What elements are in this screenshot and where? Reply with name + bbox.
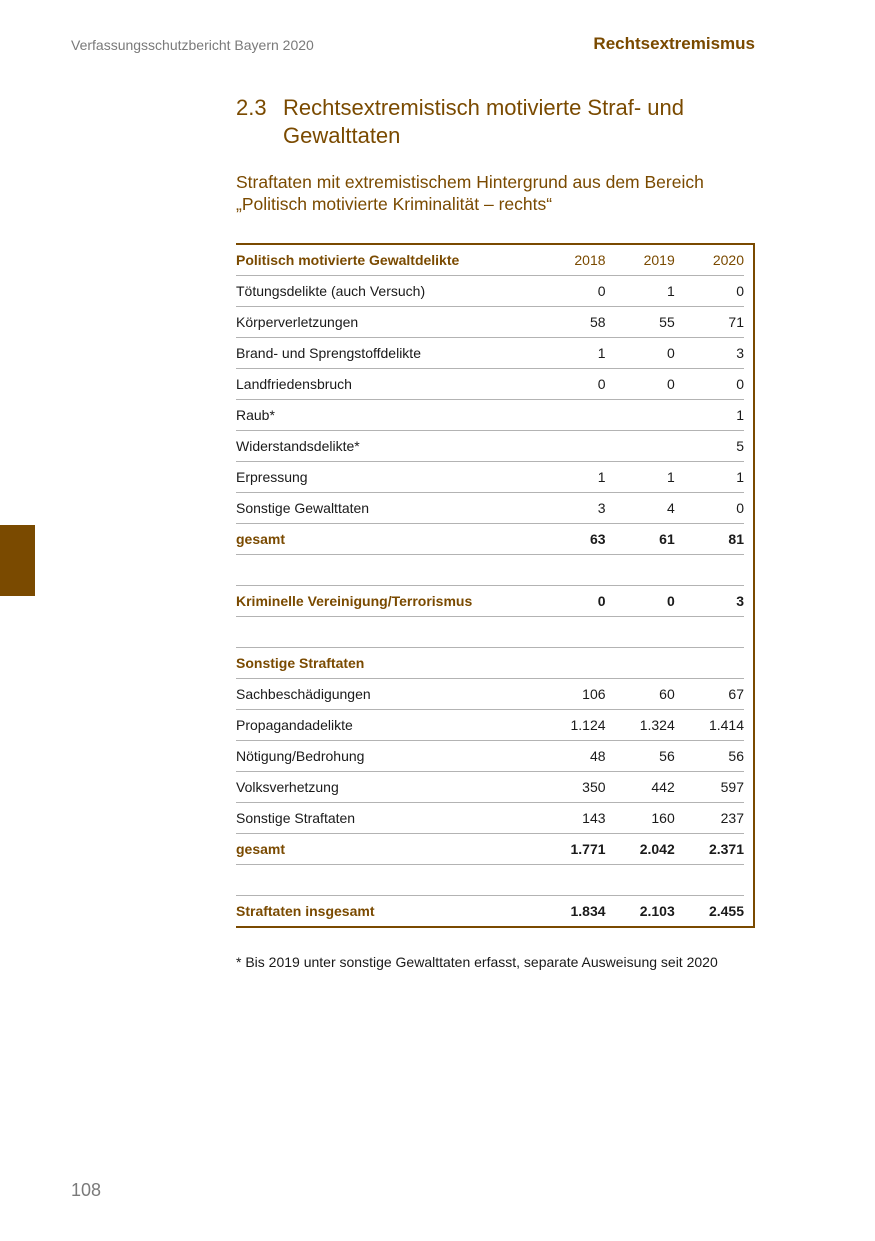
cell-value: 56: [675, 741, 744, 772]
row-label: Raub*: [236, 400, 541, 431]
spacer-row: [236, 617, 744, 648]
cell-value: 350: [541, 772, 605, 803]
chapter-side-tab: [0, 525, 35, 596]
statistics-table: [236, 243, 755, 928]
row-label: Nötigung/Bedrohung: [236, 741, 541, 772]
other-offences-header-row: [236, 648, 744, 679]
cell-value: 143: [541, 803, 605, 834]
cell-value: 56: [606, 741, 675, 772]
cell-value: 160: [606, 803, 675, 834]
row-label: Körperverletzungen: [236, 307, 541, 338]
header-year: 2018: [541, 245, 605, 276]
row-label: Landfriedensbruch: [236, 369, 541, 400]
cell-value: 0: [675, 369, 744, 400]
cell-value: 81: [675, 524, 744, 555]
cell-value: [541, 431, 605, 462]
cell-value: 2.103: [639, 903, 675, 919]
cell-value: 4: [606, 493, 675, 524]
table-row: [236, 276, 744, 307]
cell-value: 2.371: [675, 834, 744, 865]
row-label: Sonstige Gewalttaten: [236, 493, 541, 524]
cell-value: 0: [675, 493, 744, 524]
table-row: [236, 710, 744, 741]
cell-value: 1: [675, 462, 744, 493]
table-header-row: [236, 245, 744, 276]
header-label: Politisch motivierte Gewaltdelikte: [236, 245, 541, 276]
cell-value: 442: [606, 772, 675, 803]
cell-value: 0: [675, 276, 744, 307]
cell-value: 67: [675, 679, 744, 710]
group-label: Sonstige Straftaten: [236, 648, 541, 679]
cell-value: [606, 431, 675, 462]
cell-value: 3: [541, 493, 605, 524]
spacer-row: [236, 865, 744, 896]
cell-value: 0: [541, 276, 605, 307]
cell-value: 1.771: [541, 834, 605, 865]
section-heading: [236, 94, 776, 150]
table-row: [236, 338, 744, 369]
cell-value: 61: [606, 524, 675, 555]
table-row: [236, 741, 744, 772]
cell-value: 1.124: [541, 710, 605, 741]
running-header-publication: Verfassungsschutzbericht Bayern 2020: [71, 37, 314, 53]
row-label: Brand- und Sprengstoffdelikte: [236, 338, 541, 369]
other-total-row: [236, 834, 744, 865]
cell-value: 2.455: [708, 903, 744, 919]
table-row: [236, 369, 744, 400]
running-header-chapter: Rechtsextremismus: [593, 34, 755, 53]
row-label: Propagandadelikte: [236, 710, 541, 741]
row-label: Erpressung: [236, 462, 541, 493]
table-row: [236, 772, 744, 803]
criminal-org-row: [236, 586, 744, 617]
cell-value: 106: [541, 679, 605, 710]
cell-value: 1: [541, 462, 605, 493]
grand-total-row: [236, 896, 744, 927]
page-number: 108: [71, 1180, 102, 1200]
row-label: Kriminelle Vereinigung/Terrorismus: [236, 586, 541, 617]
row-label: gesamt: [236, 524, 541, 555]
section-number: 2.3: [236, 95, 267, 120]
cell-value: 1.414: [675, 710, 744, 741]
row-label: Tötungsdelikte (auch Versuch): [236, 276, 541, 307]
cell-value: 0: [541, 369, 605, 400]
cell-value: 1: [606, 462, 675, 493]
cell-value: 1.324: [606, 710, 675, 741]
row-label: gesamt: [236, 834, 541, 865]
cell-value: 3: [675, 586, 744, 617]
cell-value: 58: [541, 307, 605, 338]
footnote: * Bis 2019 unter sonstige Gewalttaten erfasst, separate Ausweisung seit 2020: [236, 954, 718, 970]
cell-value: 55: [606, 307, 675, 338]
row-label: Widerstandsdelikte*: [236, 431, 541, 462]
section-title: Rechtsextremistisch motivierte Straf- und Gewalttaten: [283, 95, 685, 148]
cell-value: 0: [606, 586, 675, 617]
cell-value: 48: [541, 741, 605, 772]
table-row: [236, 307, 744, 338]
cell-value: 5: [675, 431, 744, 462]
cell-value: 0: [606, 338, 675, 369]
row-label: Sonstige Straftaten: [236, 803, 541, 834]
cell-value: 63: [541, 524, 605, 555]
row-label: Straftaten insgesamt: [236, 903, 375, 919]
cell-value: 1.834: [570, 903, 606, 919]
cell-value: 1: [675, 400, 744, 431]
cell-value: 3: [675, 338, 744, 369]
cell-value: 1: [606, 276, 675, 307]
cell-value: 1: [541, 338, 605, 369]
cell-value: 71: [675, 307, 744, 338]
cell-value: 2.042: [606, 834, 675, 865]
table-row: [236, 493, 744, 524]
cell-value: [606, 400, 675, 431]
cell-value: 0: [606, 369, 675, 400]
header-year: 2019: [606, 245, 675, 276]
table-caption: Straftaten mit extremistischem Hintergrund aus dem Bereich „Politisch motivierte Kriminalität – rechts“: [236, 172, 704, 214]
cell-value: 237: [675, 803, 744, 834]
table-row: [236, 400, 744, 431]
violent-total-row: [236, 524, 744, 555]
cell-value: 0: [541, 586, 605, 617]
table-row: [236, 803, 744, 834]
header-year: 2020: [675, 245, 744, 276]
cell-value: 597: [675, 772, 744, 803]
table-row: [236, 462, 744, 493]
cell-value: 60: [606, 679, 675, 710]
table-row: [236, 679, 744, 710]
cell-value: [541, 400, 605, 431]
spacer-row: [236, 555, 744, 586]
row-label: Volksverhetzung: [236, 772, 541, 803]
row-label: Sachbeschädigungen: [236, 679, 541, 710]
table-row: [236, 431, 744, 462]
